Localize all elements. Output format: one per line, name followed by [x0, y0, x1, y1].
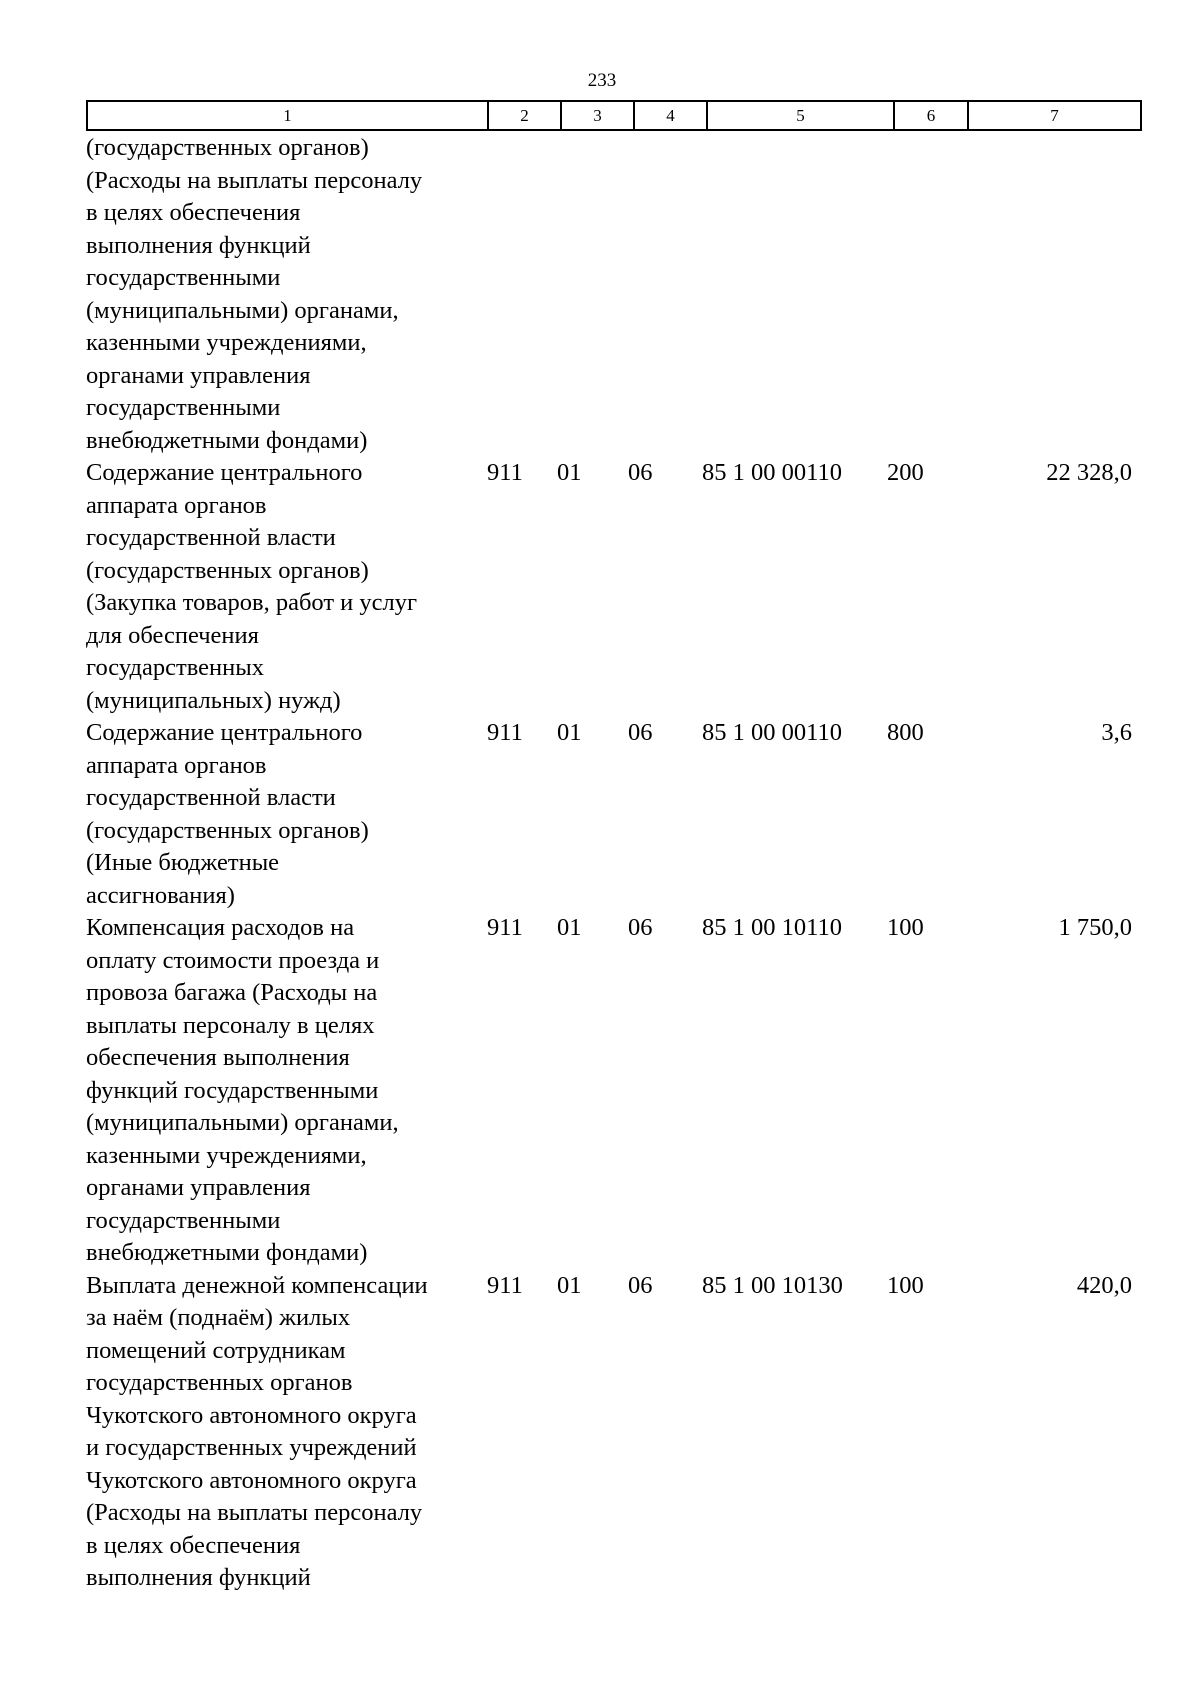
- row-target-item: 85 1 00 10110: [702, 914, 842, 941]
- row-grbs: 911: [487, 1271, 523, 1299]
- column-header-5: 5: [707, 101, 894, 130]
- row-subsection: 06: [628, 1271, 653, 1299]
- row-target-item: 85 1 00 10130: [702, 1271, 843, 1299]
- row-target-item: 85 1 00 00110: [702, 719, 842, 746]
- table-body: [86, 132, 1132, 1595]
- table-row: [86, 457, 1132, 717]
- column-header-6: 6: [894, 101, 968, 130]
- row-section: 01: [557, 1271, 582, 1299]
- column-header-3: 3: [561, 101, 634, 130]
- table-row: [86, 912, 1132, 1270]
- row-description: (государственных органов) (Расходы на выплаты персоналу в целях обеспечения выполнения функций государственными (муниципальными) органами, казенными учреждениями, органами управления государственными внебюджетными фондами): [86, 134, 423, 454]
- page-number: 233: [587, 70, 617, 91]
- column-header-table: [86, 100, 1142, 131]
- row-amount: 22 328,0: [1046, 459, 1132, 486]
- row-section: 01: [557, 719, 582, 746]
- row-subsection: 06: [628, 459, 653, 486]
- row-description: Содержание центрального аппарата органов государственной власти (государственных органов) (Закупка товаров, работ и услуг для обеспечения государственных (муниципальных) нужд): [86, 459, 418, 714]
- row-expense-type: 200: [887, 459, 924, 486]
- row-subsection: 06: [628, 914, 653, 941]
- table-row: [86, 1270, 1132, 1595]
- row-subsection: 06: [628, 719, 653, 746]
- row-expense-type: 100: [887, 914, 924, 941]
- row-description: Выплата денежной компенсации за наём (поднаём) жилых помещений сотрудникам государственных органов Чукотского автономного округа и государственных учреждений Чукотского автономного округа (Расходы на выплаты персоналу в целях обеспечения выполнения функций: [86, 1271, 428, 1591]
- column-header-1: 1: [87, 101, 488, 130]
- row-section: 01: [557, 914, 582, 941]
- column-header-4: 4: [634, 101, 707, 130]
- row-amount: 3,6: [1101, 719, 1132, 746]
- column-header-7: 7: [968, 101, 1141, 130]
- row-grbs: 911: [487, 719, 523, 746]
- column-header-2: 2: [488, 101, 561, 130]
- row-description: Содержание центрального аппарата органов государственной власти (государственных органов) (Иные бюджетные ассигнования): [86, 719, 369, 909]
- row-expense-type: 800: [887, 719, 924, 746]
- table-row: [86, 717, 1132, 912]
- row-target-item: 85 1 00 00110: [702, 459, 842, 486]
- row-amount: 1 750,0: [1058, 914, 1132, 941]
- row-expense-type: 100: [887, 1271, 924, 1299]
- column-header-row: [87, 101, 1141, 130]
- row-section: 01: [557, 459, 582, 486]
- row-amount: 420,0: [1076, 1271, 1132, 1299]
- table-row: [86, 132, 1132, 457]
- row-grbs: 911: [487, 914, 523, 941]
- row-grbs: 911: [487, 459, 523, 486]
- row-description: Компенсация расходов на оплату стоимости проезда и провоза багажа (Расходы на выплаты персоналу в целях обеспечения выполнения функций государственными (муниципальными) органами, казенными учреждениями, органами управления государственными внебюджетными фондами): [86, 914, 399, 1266]
